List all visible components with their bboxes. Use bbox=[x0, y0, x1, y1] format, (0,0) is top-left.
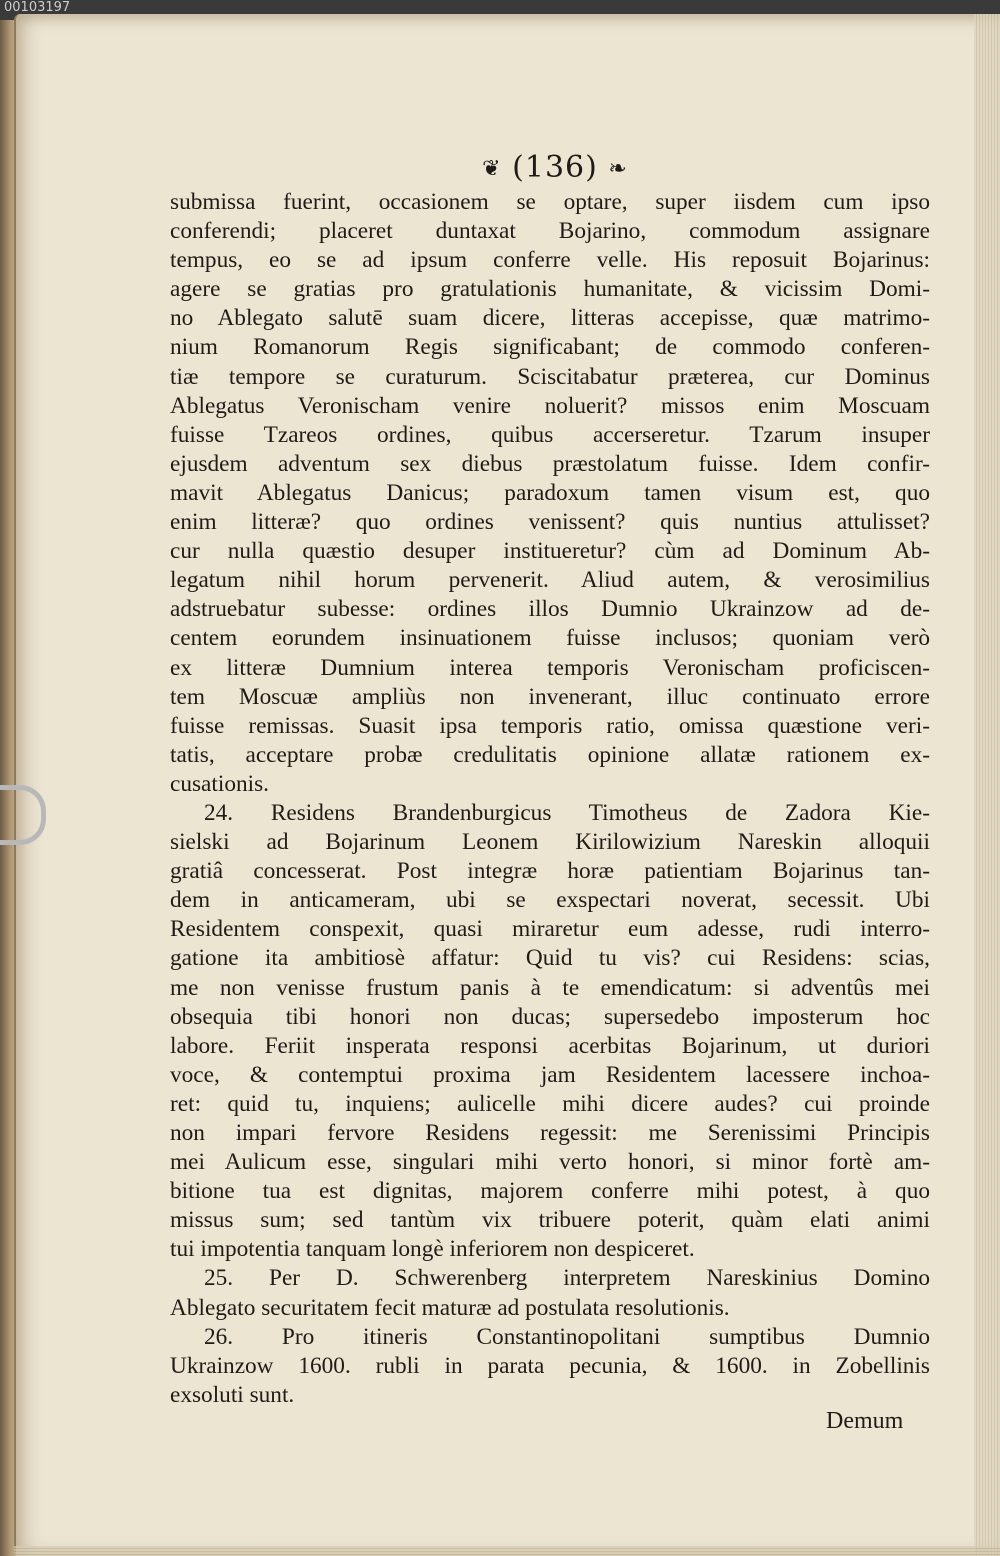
text-line: labore. Feriit insperata responsi acerbitas Bojarinum, ut duriori bbox=[170, 1032, 930, 1059]
text-line: tatis, acceptare probæ credulitatis opinione allatæ rationem ex- bbox=[170, 741, 930, 768]
text-line: gatione ita ambitiosè affatur: Quid tu vis? cui Residens: scias, bbox=[170, 945, 930, 972]
text-line: tem Moscuæ ampliùs non invenerant, illuc continuato errore bbox=[170, 683, 930, 710]
text-line: mei Aulicum esse, singulari mihi verto honori, si minor fortè am- bbox=[170, 1149, 930, 1176]
text-line: 25. Per D. Schwerenberg interpretem Nareskinius Domino bbox=[204, 1265, 930, 1292]
text-line: no Ablegato salutē suam dicere, litteras accepisse, quæ matrimo- bbox=[170, 305, 930, 332]
text-line: ejusdem adventum sex diebus præstolatum fuisse. Idem confir- bbox=[170, 450, 930, 477]
text-line: fuisse remissas. Suasit ipsa temporis ratio, omissa quæstione veri- bbox=[170, 712, 930, 739]
text-line: bitione tua est dignitas, majorem conferre mihi potest, à quo bbox=[170, 1178, 930, 1205]
text-line: gratiâ concesserat. Post integræ horæ patientiam Bojarinus tan- bbox=[170, 858, 930, 885]
page-stack-edge bbox=[974, 14, 1000, 1556]
text-line: adstruebatur subesse: ordines illos Dumnio Ukrainzow ad de- bbox=[170, 596, 930, 623]
text-line: fuisse Tzareos ordines, quibus accerseretur. Tzarum insuper bbox=[170, 421, 930, 448]
text-line: nium Romanorum Regis significabant; de commodo conferen- bbox=[170, 334, 930, 361]
page-number-close: ) bbox=[585, 150, 598, 185]
text-line: enim litteræ? quo ordines venissent? quis nuntius attulisset? bbox=[170, 509, 930, 536]
text-line: mavit Ablegatus Danicus; paradoxum tamen visum est, quo bbox=[170, 479, 930, 506]
text-line: obsequia tibi honori non ducas; supersedebo imposterum hoc bbox=[170, 1003, 930, 1030]
scan-id-label: 00103197 bbox=[4, 0, 71, 15]
text-line: 24. Residens Brandenburgicus Timotheus de Zadora Kie- bbox=[204, 799, 930, 826]
text-line: Ablegatus Veronischam venire noluerit? missos enim Moscuam bbox=[170, 392, 930, 419]
text-line: Residentem conspexit, quasi miraretur eum adesse, rudi interro- bbox=[170, 916, 930, 943]
text-line: submissa fuerint, occasionem se optare, super iisdem cum ipso bbox=[170, 189, 930, 215]
page-stack-bottom bbox=[14, 1546, 1000, 1556]
text-line: conferendi; placeret duntaxat Bojarino, commodum assignare bbox=[170, 218, 930, 245]
text-line: tiæ tempore se curaturum. Sciscitabatur præterea, cur Dominus bbox=[170, 363, 930, 390]
text-line: Ablegato securitatem fecit maturæ ad postulata resolutionis. bbox=[170, 1294, 730, 1321]
text-line: 26. Pro itineris Constantinopolitani sumptibus Dumnio bbox=[204, 1323, 930, 1350]
page-number: 136 bbox=[524, 150, 586, 185]
text-line: me non venisse frustum panis à te emendicatum: si adventûs mei bbox=[170, 974, 930, 1001]
text-line: tempus, eo se ad ipsum conferre velle. His reposuit Bojarinus: bbox=[170, 247, 930, 274]
text-line: exsoluti sunt. bbox=[170, 1381, 295, 1408]
text-line: cur nulla quæstio desuper institueretur? cùm ad Dominum Ab- bbox=[170, 538, 930, 565]
paper-clip bbox=[0, 785, 46, 845]
text-line: agere se gratias pro gratulationis humanitate, & vicissim Domi- bbox=[170, 276, 930, 303]
text-line: ex litteræ Dumnium interea temporis Veronischam proficiscen- bbox=[170, 654, 930, 681]
catchword: Demum bbox=[826, 1408, 904, 1434]
text-line: centem eorundem insinuationem fuisse inclusos; quoniam verò bbox=[170, 625, 930, 652]
text-line: missus sum; sed tantùm vix tribuere poterit, quàm elati animi bbox=[170, 1207, 930, 1234]
text-line: voce, & contemptui proxima jam Residentem lacessere inchoa- bbox=[170, 1061, 930, 1088]
text-line: dem in anticameram, ubi se exspectari noverat, secessit. Ubi bbox=[170, 887, 930, 914]
page-number-open: ( bbox=[512, 150, 525, 185]
text-line: sielski ad Bojarinum Leonem Kirilowizium Nareskin alloquii bbox=[170, 829, 930, 856]
right-ornament-icon: ❧ bbox=[608, 156, 628, 182]
left-ornament-icon: ❦ bbox=[482, 156, 502, 182]
page-header bbox=[450, 150, 660, 185]
body-text bbox=[170, 188, 930, 1410]
text-line: tui impotentia tanquam longè inferiorem non despiceret. bbox=[170, 1236, 695, 1263]
text-line: ret: quid tu, inquiens; aulicelle mihi dicere audes? cui proinde bbox=[170, 1090, 930, 1117]
text-line: non impari fervore Residens regessit: me Serenissimi Principis bbox=[170, 1120, 930, 1146]
text-line: legatum nihil horum pervenerit. Aliud autem, & verosimilius bbox=[170, 567, 930, 594]
text-line: Ukrainzow 1600. rubli in parata pecunia, & 1600. in Zobellinis bbox=[170, 1352, 930, 1379]
text-line: cusationis. bbox=[170, 770, 270, 797]
